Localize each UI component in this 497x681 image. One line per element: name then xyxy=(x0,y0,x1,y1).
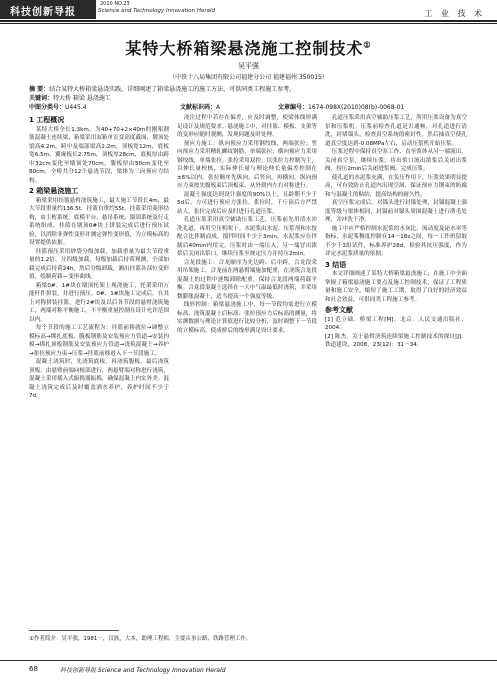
abstract-label: 摘 要： xyxy=(29,86,50,93)
paragraph: 挂篮预压采用砂袋分级加载，加载重量为最大节段重量的1.2倍，分四级加载，每级加载后持荷观测，全部加载完成后持荷24h，然后分级卸载，测出挂篮各部位变形值，绘制荷载—变形曲线。 xyxy=(29,248,169,280)
author-footnote: ①作者简介：吴平强，1981－，汉族，大本，助理工程师，主要从事公路、铁路管理工作。 xyxy=(29,636,252,642)
article-number xyxy=(278,102,404,111)
section-heading: 3 结语 xyxy=(325,260,347,269)
paragraph: 压浆过程中保持真空泵工作，直至浆体从另一端流出，关闭真空泵，继续压浆，待出浆口流出浓浆后关闭出浆阀，持压2min后关闭进浆阀，完成压浆。 xyxy=(325,149,467,172)
keywords xyxy=(29,93,111,102)
doc-code-label: 文献标识码： xyxy=(180,104,217,111)
document-code xyxy=(180,102,220,111)
affiliation: （中铁十八局集团有限公司福建分公司 福建福州 350015） xyxy=(169,74,328,81)
paragraph: 箱梁采用挂篮悬臂浇筑施工，最大施工节段长4m，最大节段重量约136.5t，挂篮自重约55t。挂篮采用菱形结构，由主桁系统、底模平台、悬吊系统、锚固系统及行走系统组成。挂篮在墩顶0#块上拼装完成后进行预压试验，以消除非弹性变形并测定弹性变形值，为立模标高的设置提供依据。 xyxy=(29,197,169,246)
paragraph: 线形控制：箱梁悬浇施工中，每一节段均需进行立模标高、浇筑混凝土后标高、张拉预应力后标高的测量，将实测数据与理论计算值进行比较分析，及时调整下一节段的立模标高，使成桥后的线形满足设计要求。 xyxy=(177,302,317,334)
body-column-2 xyxy=(177,114,317,654)
title-footnote-mark: ① xyxy=(363,39,372,50)
footer-journal-name: 科技创新导报 Science and Technology Innovation Herald xyxy=(60,667,226,674)
article-no-label: 文章编号： xyxy=(278,104,309,111)
paragraph: 使孔道的水泥浆充满，在负压作用下，压浆效果明显提高，可有效防止孔道内出现空洞，保证预应力钢束的防腐和与混凝土的粘结，提高结构的耐久性。 xyxy=(325,174,467,198)
body-column-3 xyxy=(325,114,467,654)
paragraph: 真空压浆完成后，对锚头进行封锚处理，封锚混凝土强度等级与梁体相同，封锚前对锚头周围混凝土进行凿毛处理，并冲洗干净。 xyxy=(325,200,467,223)
page-number: 68 xyxy=(29,665,38,673)
paragraph: 浇注过程中若存在偏差，应及时调整，使梁体线形满足设计及规范要求。悬浇施工中，对挂篮、模板、支架等的变形应随时观测，发现问题及时处理。 xyxy=(177,115,317,138)
page-footer xyxy=(0,660,497,681)
paper-title: 某特大桥箱梁悬浇施工控制技术① xyxy=(125,39,372,58)
footer-rule xyxy=(0,660,497,661)
journal-logo-text: 科技创新导报 xyxy=(10,7,76,18)
abstract-text: 结合某特大桥箱梁悬浇实践，详细阐述了箱梁悬浇施工的施工方法、可供同类工程施工参考。 xyxy=(49,86,296,93)
doc-code-value: A xyxy=(216,104,221,111)
paragraph: 混凝土强度达到设计强度的90%以上，且龄期不少于5d后，方可进行预应力张拉。张拉时，千斤顶后方严禁站人，张拉完成后应及时进行孔道压浆。 xyxy=(177,191,317,215)
section-heading: 1 工程概况 xyxy=(29,116,65,124)
paragraph: 施工中应严格控制水泥浆的水灰比、流动度及泌水率等指标，水泥浆稠度控制在14～18s之间，每一工作班留取不少于3组试件，标准养护28d，检验其抗压强度，作为评定水泥浆质量的依据。 xyxy=(325,225,467,257)
paragraph: 孔道压浆采用真空辅助压浆工艺，所用压浆设备为真空泵和压浆机。压浆前检查孔道是否通畅，对孔道进行清洗，封堵锚头，检查真空系统的密封性，然后抽真空使孔道真空度达到-0.08MPa左右，启动压浆机开始压浆。 xyxy=(325,115,467,147)
references-heading: 参考文献 xyxy=(325,306,353,314)
journal-logo xyxy=(0,0,96,19)
journal-english-name: Science and Technology Innovation Herald xyxy=(98,8,216,14)
paragraph: 混凝土浇筑时，先浇筑底板，再浇筑腹板，最后浇筑顶板，由悬臂前端向根部进行，两悬臂端对称进行浇筑，混凝土采用插入式振捣器振捣，确保混凝土内实外美。混凝土浇筑完成后及时覆盖洒水养护，养护时间不少于7d。 xyxy=(29,359,169,399)
clc-value: U445.4 xyxy=(65,104,87,111)
body-column-1 xyxy=(29,114,169,627)
keywords-label: 关键词： xyxy=(29,95,54,102)
section-heading: 2 箱梁悬浇施工 xyxy=(29,187,79,195)
paragraph: 本文详细阐述了某特大桥箱梁悬浇施工，在施工中全面掌握了箱梁悬浇施工要点及施工控制技术，保证了工程质量和施工安全，缩短了施工工期，取得了良好的经济效益和社会效益，可供同类工程施工参考。 xyxy=(325,271,467,303)
abstract xyxy=(29,84,295,93)
keywords-text: 特大桥 箱梁 悬浇施工 xyxy=(53,95,111,102)
author: 吴平强 xyxy=(238,62,259,70)
paragraph: 每个节段的施工工艺流程为：挂篮前移就位→调整立模标高→绑扎底板、腹板钢筋及安装预应力管道→安装内模→绑扎顶板钢筋及安装预应力管道→浇筑混凝土→养护→张拉预应力束→压浆→挂篮前移进入下一节段施工。 xyxy=(29,325,169,357)
paragraph: 孔道压浆采用真空辅助压浆工艺，压浆前先用清水冲洗孔道，再用空压机吹干。水泥浆由水泥、压浆剂和水按配合比拌制而成，搅拌时间不少于3min，水泥浆应在拌制后40min内用完。压浆时由一端压入，另一端冒出浓浆后关闭出浆口，继续压浆至规定压力并持压2min。 xyxy=(177,217,317,257)
clc-number xyxy=(29,102,87,111)
clc-label: 中图分类号： xyxy=(29,104,66,111)
paragraph: 某特大桥全长1.3km，为40+70+2×40m的刚架钢筋混凝土连续梁，箱梁采用双箱单室变高度截面，墩顶处梁高4.2m，跨中及端部梁高2.2m，顶板宽12m，底板宽6.5m，翼缘板长2.75m，顶板厚28cm，底板厚由跨中32cm变化至墩顶处70cm，腹板厚由50cm变化至80cm，全桥共分12个悬浇节段，梁体为三向预应力结构。 xyxy=(29,126,169,184)
header-rule-thin xyxy=(0,23,497,24)
paragraph: 合龙段施工：合龙顺序为先边跨、后中跨。合龙段采用吊架施工，合龙前在两悬臂端施加配重，在浇筑合龙段混凝土的过程中逐级卸除配重，保持合龙段两端荷载平衡。合龙段混凝土选择在一天中气温最低时浇筑，并采用微膨胀混凝土，适当提高一个强度等级。 xyxy=(177,259,317,300)
paragraph: 箱梁0#、1#块在墩顶托架上现浇施工，托架采用万能杆件拼装，并进行预压。0#、1#块施工完成后，在其上对称拼装挂篮，进行2#块及以后各节段的悬臂浇筑施工，两端对称平衡施工，不平衡重量控制在设计允许范围以内。 xyxy=(29,282,169,323)
footnote-rule xyxy=(29,630,119,631)
paragraph: 预应力施工：纵向预应力采用钢绞线，两端张拉；竖向预应力采用精轧螺纹钢筋，单端张拉；横向预应力采用钢绞线，单端张拉。张拉采用双控，以张拉力控制为主，以伸长量校核，实际伸长量与理论伸长量偏差控制在±6%以内。张拉顺序先纵向，后竖向，再横向，纵向预应力束按先腹板束后顶板束、从外到内左右对称进行。 xyxy=(177,140,317,189)
header-rule xyxy=(0,20,497,22)
issue-number: 2010 NO.23 xyxy=(100,1,130,7)
article-no-value: 1674-098X(2010)08(b)-0068-01 xyxy=(308,104,405,111)
section-label: 工 业 技 术 xyxy=(424,9,485,18)
reference-item: [1] 范立础．桥梁工程[M]．北京：人民交通出版社，2004. xyxy=(325,316,467,331)
reference-item: [2] 陈杰．关于悬臂浇筑连续梁施工控制技术的探讨[J]．铁道建设，2008，23(12)：31－34. xyxy=(325,333,467,348)
